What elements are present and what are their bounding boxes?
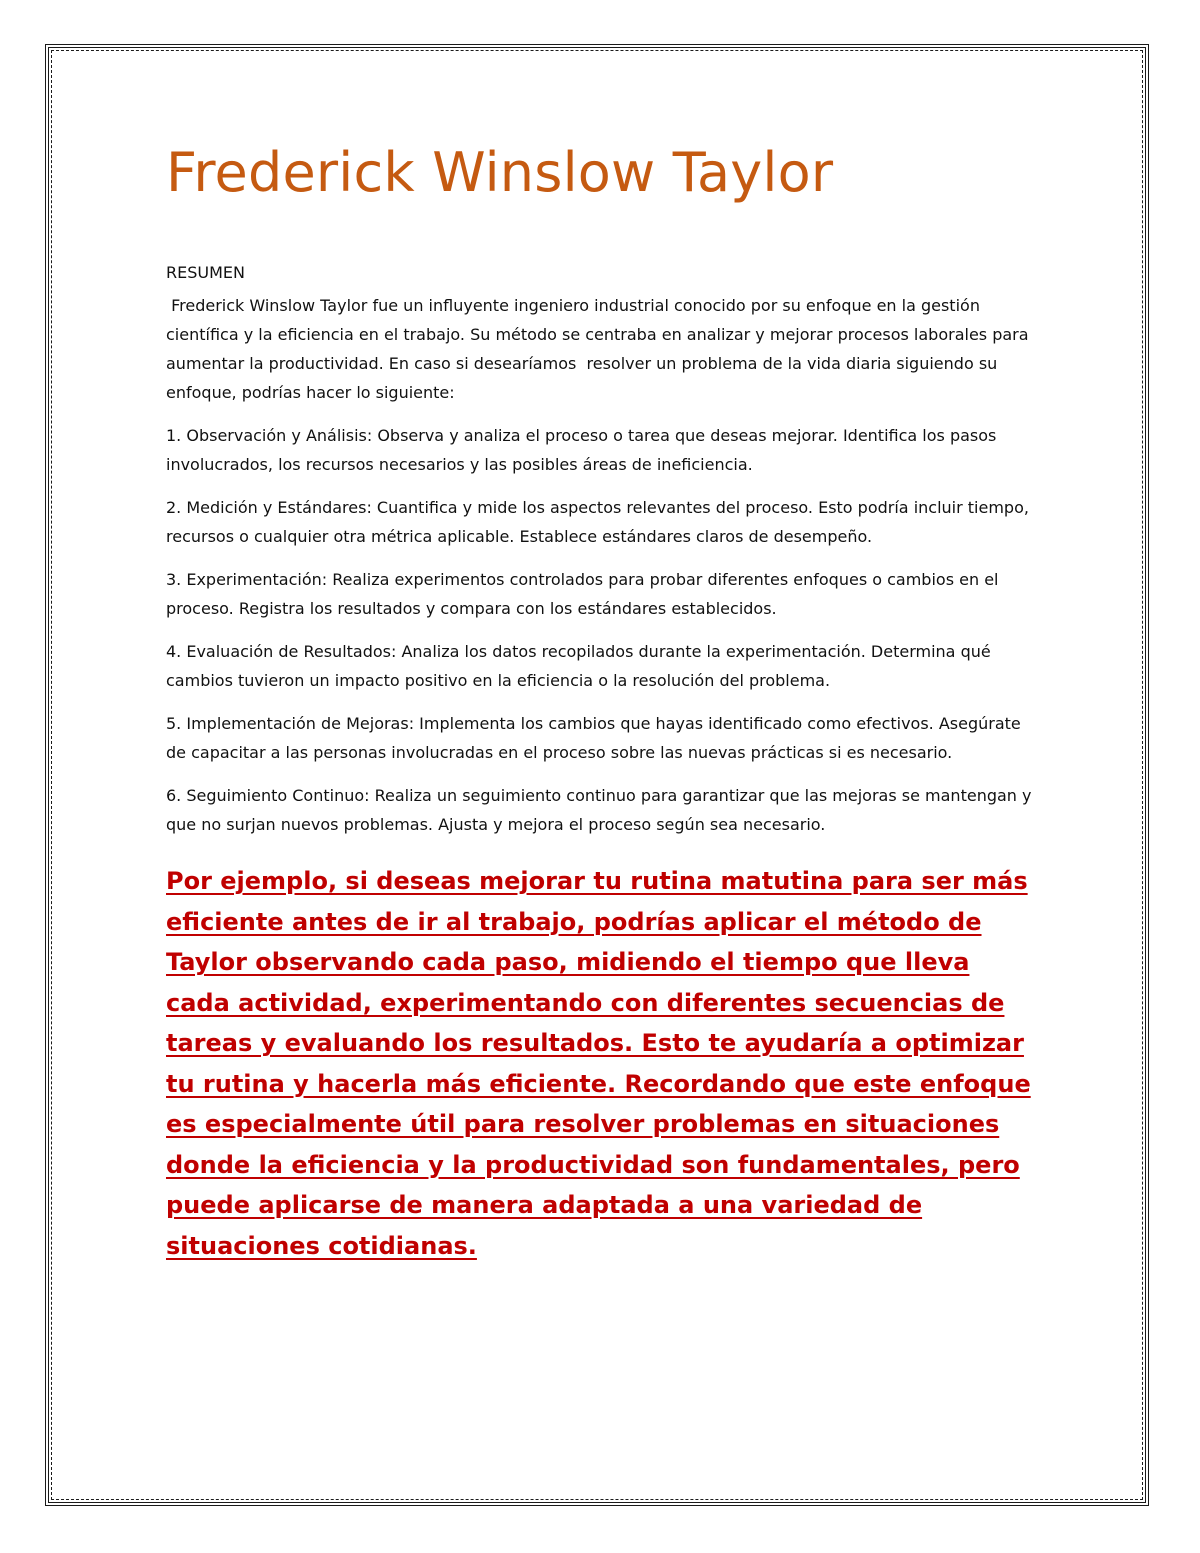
step-paragraph: 1. Observación y Análisis: Observa y analiza el proceso o tarea que deseas mejorar. Identifica los pasos involucrados, los recursos necesarios y las posibles áreas de ineficiencia.: [166, 426, 997, 474]
step-paragraph: 4. Evaluación de Resultados: Analiza los datos recopilados durante la experimentación. Determina qué cambios tuvieron un impacto positivo en la eficiencia o la resolución del problema.: [166, 642, 991, 690]
example-paragraph: Por ejemplo, si deseas mejorar tu rutina matutina para ser más eficiente antes de ir al trabajo, podrías aplicar el método de Taylor observando cada paso, midiendo el tiempo que lleva cada actividad, experimentando con diferentes secuencias de tareas y evaluando los resultados. Esto te ayudaría a optimizar tu rutina y hacerla más eficiente. Recordando que este enfoque es especialmente útil para resolver problemas en situaciones donde la eficiencia y la productividad son fundamentales, pero puede aplicarse de manera adaptada a una variedad de situaciones cotidianas.: [166, 867, 1031, 1260]
document-body: [166, 138, 1036, 1266]
step-paragraph: 2. Medición y Estándares: Cuantifica y mide los aspectos relevantes del proceso. Esto podría incluir tiempo, recursos o cualquier otra métrica aplicable. Establece estándares claros de desempeño.: [166, 498, 1029, 546]
step-paragraph: 5. Implementación de Mejoras: Implementa los cambios que hayas identificado como efectivos. Asegúrate de capacitar a las personas involucradas en el proceso sobre las nuevas prácticas si es necesario.: [166, 714, 1021, 762]
section-label: RESUMEN: [166, 263, 245, 282]
step-paragraph: 3. Experimentación: Realiza experimentos controlados para probar diferentes enfoques o cambios en el proceso. Registra los resultados y compara con los estándares establecidos.: [166, 570, 999, 618]
intro-paragraph: Frederick Winslow Taylor fue un influyente ingeniero industrial conocido por su enfoque en la gestión científica y la eficiencia en el trabajo. Su método se centraba en analizar y mejorar procesos laborales para aumentar la productividad. En caso si desearíamos resolver un problema de la vida diaria siguiendo su enfoque, podrías hacer lo siguiente:: [166, 296, 1034, 402]
step-paragraph: 6. Seguimiento Continuo: Realiza un seguimiento continuo para garantizar que las mejoras se mantengan y que no surjan nuevos problemas. Ajusta y mejora el proceso según sea necesario.: [166, 786, 1032, 834]
page-title: Frederick Winslow Taylor: [166, 141, 834, 204]
